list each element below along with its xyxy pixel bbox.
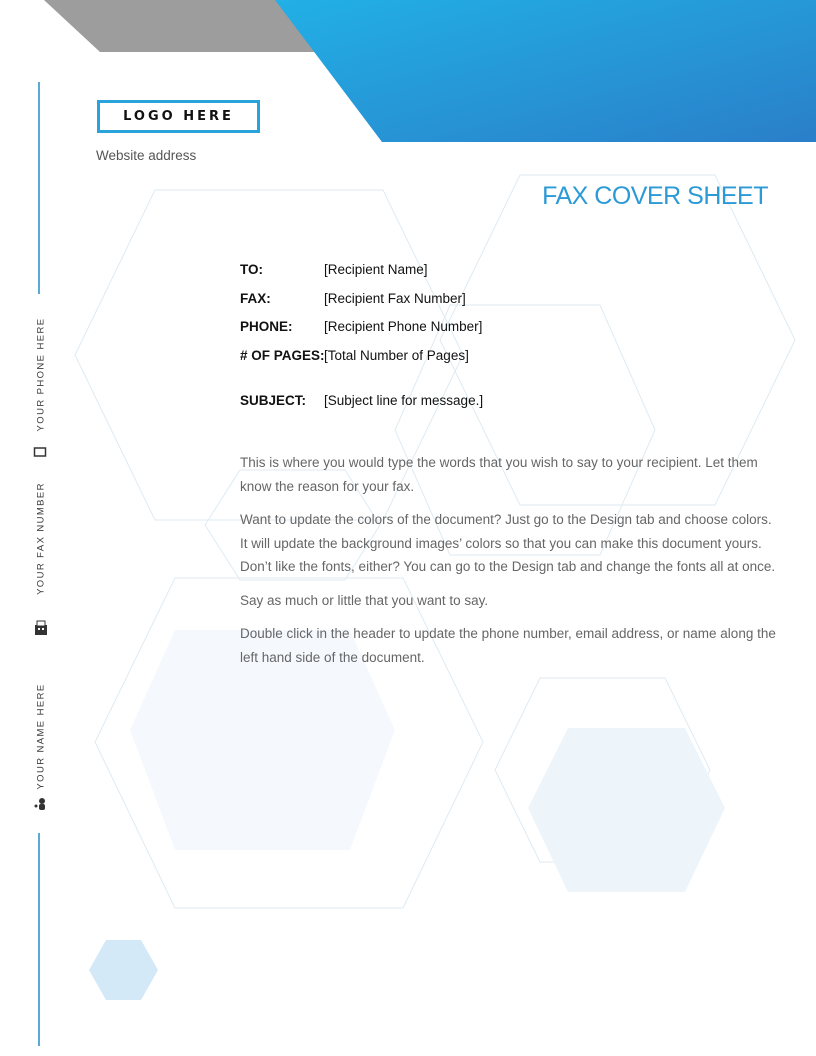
sidebar-name: YOUR NAME HERE [35, 683, 47, 790]
field-label-subject: SUBJECT: [240, 393, 307, 408]
sidebar-line-bottom [38, 833, 40, 1046]
body-paragraph: This is where you would type the words that you wish to say to your recipient. Let them know the reason for your fax. [240, 455, 758, 494]
phone-icon [33, 445, 47, 463]
fax-icon [33, 620, 49, 641]
website-address: Website address [96, 148, 197, 163]
body-paragraph: Double click in the header to update the phone number, email address, or name along the left hand side of the document. [240, 626, 776, 665]
body-paragraph: Say as much or little that you want to say. [240, 592, 489, 608]
field-value-subject[interactable]: [Subject line for message.] [324, 393, 484, 408]
header-blue-band [275, 0, 816, 142]
hexagon-small-blue [89, 940, 158, 1000]
field-value-fax[interactable]: [Recipient Fax Number] [324, 291, 466, 306]
field-value-pages[interactable]: [Total Number of Pages] [324, 348, 469, 363]
logo-placeholder[interactable]: LOGO HERE [97, 100, 260, 133]
field-label-fax: FAX: [240, 291, 271, 306]
field-label-phone: PHONE: [240, 319, 293, 334]
field-label-pages: # OF PAGES: [240, 348, 325, 363]
field-label-to: TO: [240, 262, 263, 277]
page-title: FAX COVER SHEET [542, 182, 768, 210]
sidebar-fax: YOUR FAX NUMBER [35, 482, 47, 595]
person-icon [33, 797, 47, 816]
field-value-to[interactable]: [Recipient Name] [324, 262, 428, 277]
field-value-phone[interactable]: [Recipient Phone Number] [324, 319, 483, 334]
message-body[interactable] [240, 451, 780, 679]
sidebar-line-top [38, 82, 40, 294]
sidebar-phone: YOUR PHONE HERE [35, 317, 47, 432]
hexagon-fill [528, 728, 725, 892]
body-paragraph: Want to update the colors of the document? Just go to the Design tab and choose colors. It will update the background images’ colors so that you can make this document yours. Don’t like the fonts, either? You can go to the Design tab and change the fonts all at once. [240, 512, 776, 574]
